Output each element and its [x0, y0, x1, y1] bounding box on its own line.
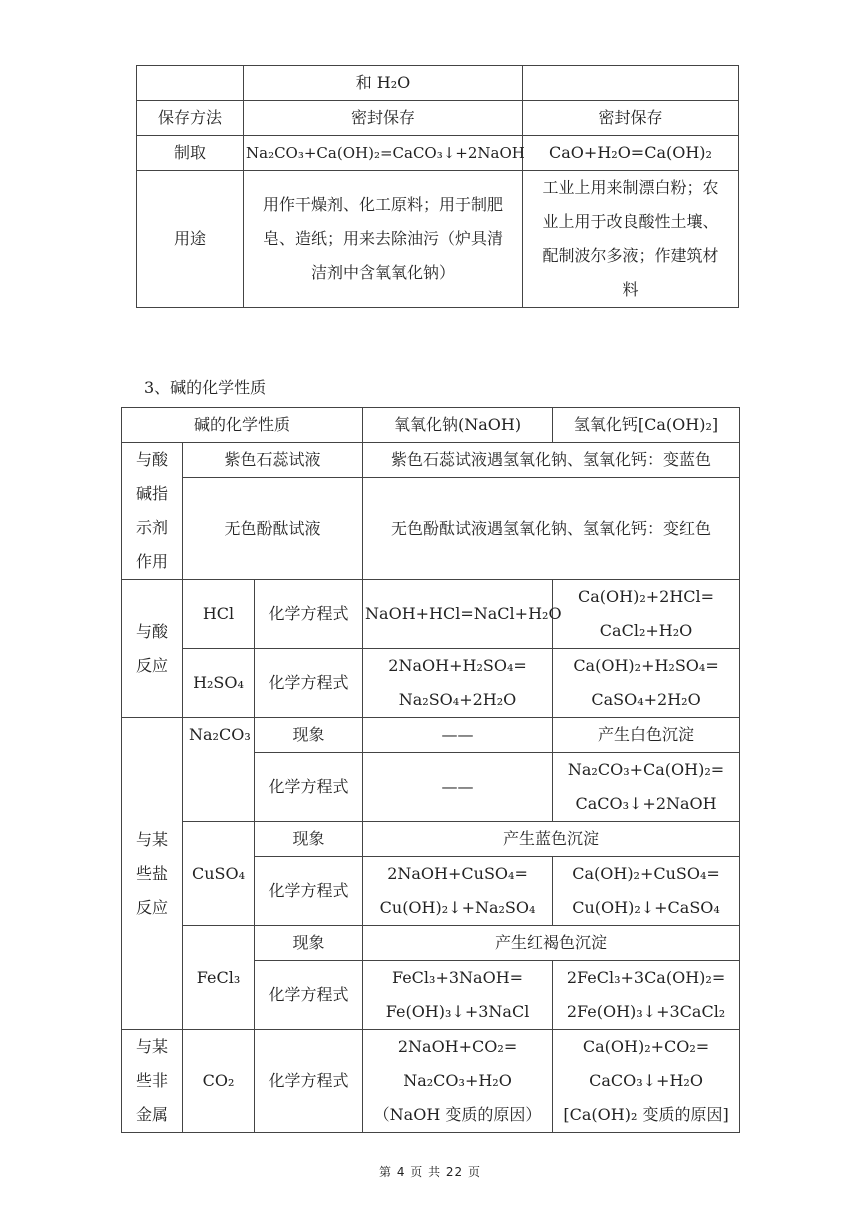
text-line: CaCl₂+H₂O [599, 621, 693, 640]
header-cell: 氢氧化钙[Ca(OH)₂] [553, 408, 740, 443]
text-line: 工业上用来制漂白粉；农 [542, 178, 719, 197]
table-cell: 化学方程式 [255, 857, 363, 926]
text-line: Na₂SO₄+2H₂O [398, 690, 517, 709]
text-line: 用作干燥剂、化工原料；用于制肥 [262, 195, 503, 214]
group-label [122, 443, 183, 580]
base-chemical-properties-table [121, 407, 740, 1133]
text-line: 2NaOH+CuSO₄= [387, 864, 528, 883]
table-cell [553, 1030, 740, 1133]
text-line: 2NaOH+H₂SO₄= [388, 656, 527, 675]
text-line: CaSO₄+2H₂O [591, 690, 701, 709]
table-cell: 密封保存 [244, 101, 523, 136]
table-cell: 密封保存 [523, 101, 739, 136]
table-cell: 化学方程式 [255, 580, 363, 649]
table-cell [553, 857, 740, 926]
table-row [137, 171, 739, 308]
text-line: 与某 [135, 1037, 168, 1056]
reactant-cell: CO₂ [183, 1030, 255, 1133]
table-cell [363, 1030, 553, 1133]
reactant-cell: CuSO₄ [183, 822, 255, 926]
text-line: 配制波尔多液；作建筑材 [542, 246, 719, 265]
table-cell [553, 961, 740, 1030]
table-cell [553, 580, 740, 649]
text-line: Cu(OH)₂↓+Na₂SO₄ [379, 898, 536, 917]
text-line: Ca(OH)₂+H₂SO₄= [573, 656, 719, 675]
table-cell: 产生红褐色沉淀 [363, 926, 740, 961]
group-label [122, 580, 183, 718]
properties-table-continued [136, 65, 739, 308]
table-cell: 产生蓝色沉淀 [363, 822, 740, 857]
text-line: FeCl₃+3NaOH= [391, 968, 524, 987]
table-cell [363, 857, 553, 926]
table-cell: 现象 [255, 718, 363, 753]
table-cell [553, 753, 740, 822]
table-cell: 现象 [255, 822, 363, 857]
text-line: 些非 [135, 1071, 168, 1090]
table-cell: 化学方程式 [255, 1030, 363, 1133]
section-heading: 3、碱的化学性质 [144, 378, 267, 397]
table-cell: 无色酚酞试液 [183, 478, 363, 580]
text-line: 2FeCl₃+3Ca(OH)₂= [566, 968, 726, 987]
row-label: 用途 [137, 171, 244, 308]
text-line: 反应 [135, 655, 168, 675]
table-cell: 紫色石蕊试液 [183, 443, 363, 478]
table-cell [363, 580, 562, 649]
table-cell [523, 171, 739, 308]
table-row [137, 136, 739, 171]
header-cell: 碱的化学性质 [122, 408, 363, 443]
text-line: Ca(OH)₂+2HCl= [578, 587, 715, 606]
text-line: 业上用于改良酸性土壤、 [542, 212, 719, 231]
reactant-cell: HCl [183, 580, 255, 649]
text-line: （NaOH 变质的原因） [373, 1105, 542, 1124]
text-line: Na₂CO₃+Ca(OH)₂= [567, 760, 725, 779]
header-cell: 氧氧化钠(NaOH) [363, 408, 553, 443]
text-line: CaCO₃↓+H₂O [589, 1071, 703, 1090]
text-line: Ca(OH)₂+CuSO₄= [572, 864, 720, 883]
table-cell: Na₂CO₃+Ca(OH)₂=CaCO₃↓+2NaOH [244, 136, 523, 171]
group-label [122, 718, 183, 1030]
table-cell [553, 649, 740, 718]
text-line: 与酸 [135, 621, 168, 641]
table-cell [244, 171, 523, 308]
text-line: 作用 [135, 552, 168, 571]
text-line: 些盐 [135, 863, 168, 883]
table-header-row [122, 408, 740, 443]
text-line: Na₂CO₃+H₂O [403, 1071, 512, 1090]
table-cell: 化学方程式 [255, 961, 363, 1030]
text-line: 与酸 [135, 450, 168, 469]
page-footer: 第 4 页 共 22 页 [379, 1165, 481, 1179]
text-line: Cu(OH)₂↓+CaSO₄ [572, 898, 720, 917]
table-cell [523, 66, 739, 101]
text-line: 与某 [135, 829, 168, 849]
text-line: Fe(OH)₃↓+3NaCl [385, 1002, 530, 1021]
reactant-cell: H₂SO₄ [183, 649, 255, 718]
text-line: NaOH+HCl=NaCl+H₂O [365, 604, 562, 623]
table-row [122, 1030, 740, 1133]
table-row [122, 580, 740, 649]
group-label [122, 1030, 183, 1133]
table-row [122, 478, 740, 580]
text-line: 2Fe(OH)₃↓+3CaCl₂ [566, 1002, 726, 1021]
text-line: CaCO₃↓+2NaOH [575, 794, 717, 813]
row-label: 制取 [137, 136, 244, 171]
table-cell: 现象 [255, 926, 363, 961]
table-row [137, 66, 739, 101]
table-cell [363, 961, 553, 1030]
text-line: [Ca(OH)₂ 变质的原因] [563, 1105, 729, 1124]
table-cell: —— [363, 753, 553, 822]
table-row [122, 443, 740, 478]
text-line: 示剂 [135, 518, 168, 537]
table-row [122, 649, 740, 718]
text-line: Ca(OH)₂+CO₂= [582, 1037, 710, 1056]
table-cell: 化学方程式 [255, 649, 363, 718]
table-cell [363, 649, 553, 718]
text-line: 2NaOH+CO₂= [397, 1037, 518, 1056]
table-row [122, 822, 740, 857]
text-line: 皂、造纸；用来去除油污（炉具清 [262, 229, 503, 248]
reactant-cell [183, 718, 255, 822]
text-line: 料 [622, 280, 639, 299]
table-row [122, 926, 740, 961]
table-cell: 紫色石蕊试液遇氢氧化钠、氢氧化钙：变蓝色 [363, 443, 740, 478]
table-cell: 和 H₂O [244, 66, 523, 101]
text-line: 碱指 [135, 484, 168, 503]
text-line: 洁剂中含氧氧化钠） [310, 263, 455, 282]
table-row [122, 718, 740, 753]
reactant-cell: FeCl₃ [183, 926, 255, 1030]
text-line: 反应 [135, 897, 168, 917]
text-line: Na₂CO₃ [189, 725, 251, 744]
table-cell [137, 66, 244, 101]
table-cell: 化学方程式 [255, 753, 363, 822]
row-label: 保存方法 [137, 101, 244, 136]
table-cell: —— [363, 718, 553, 753]
table-cell: CaO+H₂O=Ca(OH)₂ [523, 136, 739, 171]
table-cell: 无色酚酞试液遇氢氧化钠、氢氧化钙：变红色 [363, 478, 740, 580]
table-row [137, 101, 739, 136]
text-line: 金属 [135, 1105, 168, 1124]
table-cell: 产生白色沉淀 [553, 718, 740, 753]
